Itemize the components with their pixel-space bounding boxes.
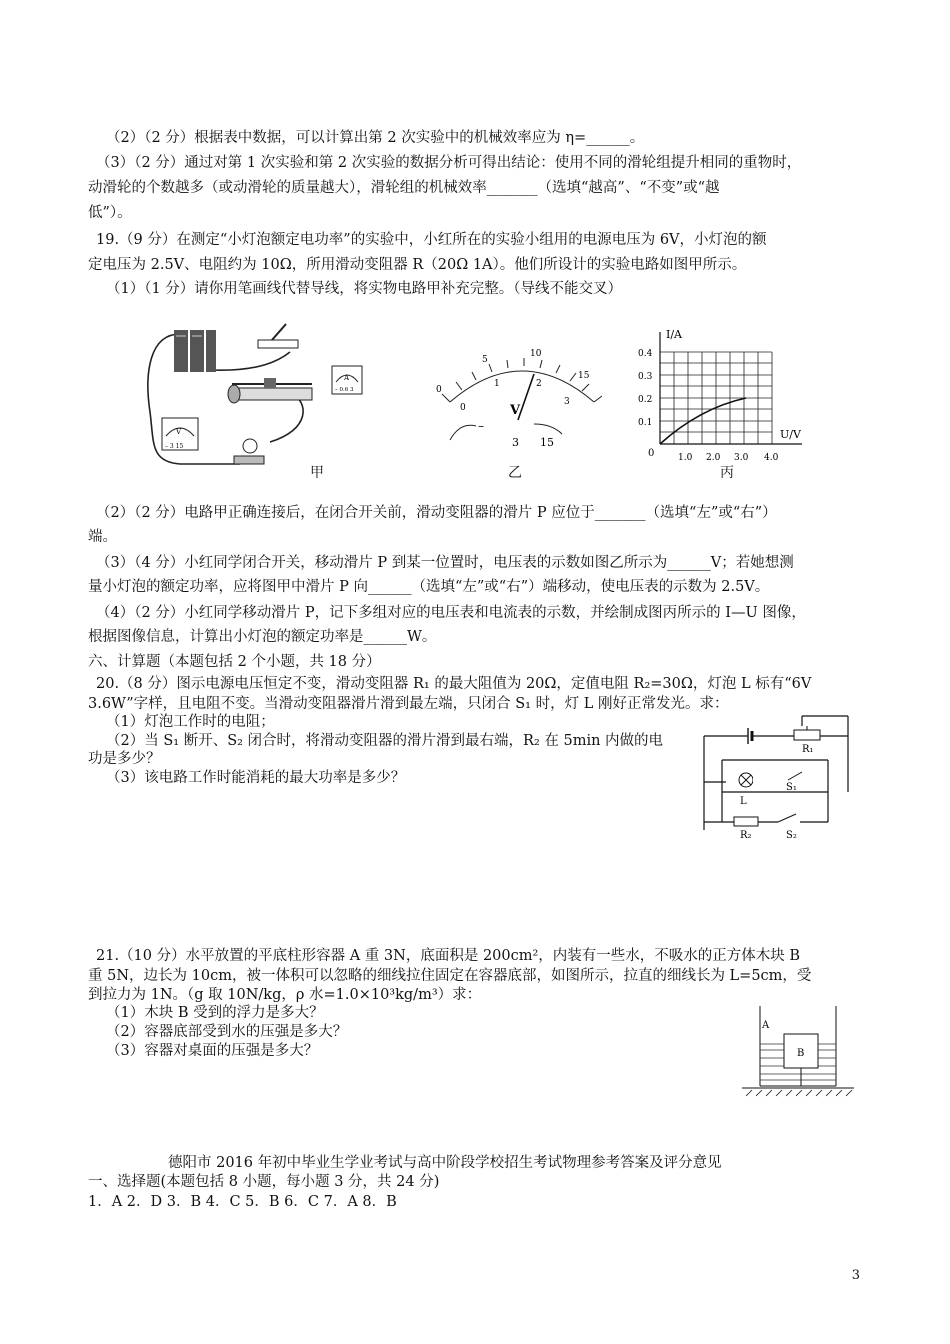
q20-sub2-line2: 功是多少？	[88, 751, 161, 767]
meter-terminal-neg: –	[478, 419, 484, 433]
label-l: L	[740, 796, 747, 807]
q19-part4-line2: 根据图像信息，计算出小灯泡的额定功率是______W。	[88, 629, 437, 645]
q19-part2-line2: 端。	[88, 529, 117, 545]
label-a: A	[762, 1020, 770, 1031]
meter-terminal-3: 3	[512, 436, 519, 449]
figure-jia-ammeter	[188, 312, 348, 432]
meter-outer-tick-5: 5	[482, 355, 488, 365]
q19-part2-line1: （2）（2 分）电路甲正确连接后，在闭合开关前，滑动变阻器的滑片 P 应位于_______（选填“左”或“右”）	[96, 505, 777, 521]
q20-sub1: （1）灯泡工作时的电阻；	[106, 714, 275, 730]
graph-ytick: 0.1	[638, 418, 653, 428]
meter-outer-zero: 0	[436, 385, 442, 395]
q21-sub2: （2）容器底部受到水的压强是多大？	[106, 1024, 348, 1040]
q20-sub3: （3）该电路工作时能消耗的最大功率是多少？	[106, 770, 406, 786]
graph-xtick: 3.0	[734, 453, 749, 462]
graph-origin: 0	[648, 448, 655, 459]
q21-sub3: （3）容器对桌面的压强是多大？	[106, 1043, 319, 1059]
meter-inner-tick-2: 2	[536, 379, 542, 389]
answers-list: 1．A 2．D 3．B 4．C 5．B 6．C 7．A 8．B	[88, 1194, 397, 1210]
meter-inner-tick-1: 1	[494, 379, 500, 389]
q18-part3-line2: 动滑轮的个数越多（或动滑轮的质量越大），滑轮组的机械效率_______（选填“越高”、“不变”或“越	[88, 180, 720, 196]
meter-outer-tick-10: 10	[530, 349, 542, 359]
switch-s1-icon	[788, 772, 802, 780]
bulb-icon	[234, 439, 264, 464]
svg-text:– 0.6 3: – 0.6 3	[335, 387, 354, 393]
svg-text:A: A	[344, 374, 350, 382]
page-number: 3	[851, 1268, 860, 1283]
q19-intro-line1: 19.（9 分）在测定“小灯泡额定电功率”的实验中，小红所在的实验小组用的电源电压为 6V，小灯泡的额	[96, 232, 767, 248]
meter-inner-tick-3: 3	[564, 397, 570, 407]
q21-line2: 重 5N，边长为 10cm，被一体积可以忽略的细线拉住固定在容器底部，如图所示，拉直的细线长为 L=5cm，受	[88, 968, 812, 984]
figure-bing-graph	[630, 322, 820, 462]
q18-part3-line1: （3）（2 分）通过对第 1 次实验和第 2 次实验的数据分析可得出结论：使用不同的滑轮组提升相同的重物时，	[96, 155, 802, 171]
figure-jia-caption: 甲	[310, 465, 324, 481]
graph-xlabel: U/V	[780, 428, 801, 441]
label-r2: R₂	[740, 830, 752, 841]
q20-sub2-line1: （2）当 S₁ 断开、S₂ 闭合时，将滑动变阻器的滑片滑到最右端，R₂ 在 5min 内做的电	[106, 733, 664, 749]
label-b: B	[797, 1048, 805, 1059]
q19-intro-line2: 定电压为 2.5V、电阻约为 10Ω，所用滑动变阻器 R（20Ω 1A）。他们所设计的实验电路如图甲所示。	[88, 257, 747, 273]
meter-outer-tick-15: 15	[578, 371, 590, 381]
q19-part3-line2: 量小灯泡的额定功率，应将图甲中滑片 P 向______（选填“左”或“右”）端移动，使电压表的示数为 2.5V。	[88, 579, 770, 595]
graph-ylabel: I/A	[666, 328, 682, 341]
graph-xtick: 1.0	[678, 453, 693, 462]
label-r1: R₁	[802, 744, 814, 755]
svg-text:– 3 15: – 3 15	[165, 443, 184, 450]
q21-line3: 到拉力为 1N。（g 取 10N/kg，ρ 水=1.0×10³kg/m³）求：	[88, 987, 482, 1003]
q21-sub1: （1）木块 B 受到的浮力是多大？	[106, 1005, 324, 1021]
switch-s2-icon	[778, 814, 796, 822]
meter-terminal-15: 15	[540, 436, 554, 449]
q19-part1: （1）（1 分）请你用笔画线代替导线，将实物电路甲补充完整。（导线不能交叉）	[106, 281, 623, 297]
label-s1: S₁	[786, 782, 797, 793]
q20-line2: 3.6W”字样，且电阻不变。当滑动变阻器滑片滑到最左端，只闭合 S₁ 时，灯 L 刚好正常发光。求：	[88, 696, 729, 712]
q18-part3-line3: 低”）。	[88, 205, 132, 221]
ammeter-icon	[330, 364, 370, 404]
section-6-title: 六、计算题（本题包括 2 个小题，共 18 分）	[88, 654, 381, 670]
figure-yi-voltmeter	[432, 340, 602, 460]
q19-part4-line1: （4）（2 分）小红同学移动滑片 P，记下多组对应的电压表和电流表的示数，并绘制成图丙所示的 I—U 图像，	[96, 605, 806, 621]
svg-text:V: V	[176, 428, 182, 436]
q21-container-figure	[740, 1000, 860, 1100]
graph-ytick: 0.2	[638, 395, 653, 405]
figure-yi-caption: 乙	[508, 465, 522, 481]
graph-ytick: 0.3	[638, 372, 653, 382]
resistor-r2-icon	[734, 817, 758, 826]
figure-bing-caption: 丙	[720, 465, 734, 481]
q19-part3-line1: （3）（4 分）小红同学闭合开关，移动滑片 P 到某一位置时，电压表的示数如图乙所示为______V；若她想测	[96, 555, 794, 571]
graph-ytick: 0.4	[638, 349, 653, 359]
meter-inner-tick-0: 0	[460, 403, 466, 413]
graph-xtick: 2.0	[706, 453, 721, 462]
meter-label: V	[510, 403, 521, 418]
answers-section-1: 一、选择题(本题包括 8 小题，每小题 3 分，共 24 分)	[88, 1174, 440, 1190]
q21-line1: 21.（10 分）水平放置的平底柱形容器 A 重 3N，底面积是 200cm²，内装有一些水，不吸水的正方体木块 B	[96, 948, 801, 964]
q18-part2: （2）（2 分）根据表中数据，可以计算出第 2 次实验中的机械效率应为 η=______。	[106, 130, 645, 146]
answers-title: 德阳市 2016 年初中毕业生学业考试与高中阶段学校招生考试物理参考答案及评分意见	[168, 1155, 722, 1171]
rheostat-r1-icon	[794, 730, 820, 740]
q20-line1: 20.（8 分）图示电源电压恒定不变，滑动变阻器 R₁ 的最大阻值为 20Ω，定值电阻 R₂=30Ω，灯泡 L 标有“6V	[96, 676, 812, 692]
label-s2: S₂	[786, 830, 797, 841]
graph-xtick: 4.0	[764, 453, 779, 462]
q20-circuit-diagram	[698, 712, 858, 842]
